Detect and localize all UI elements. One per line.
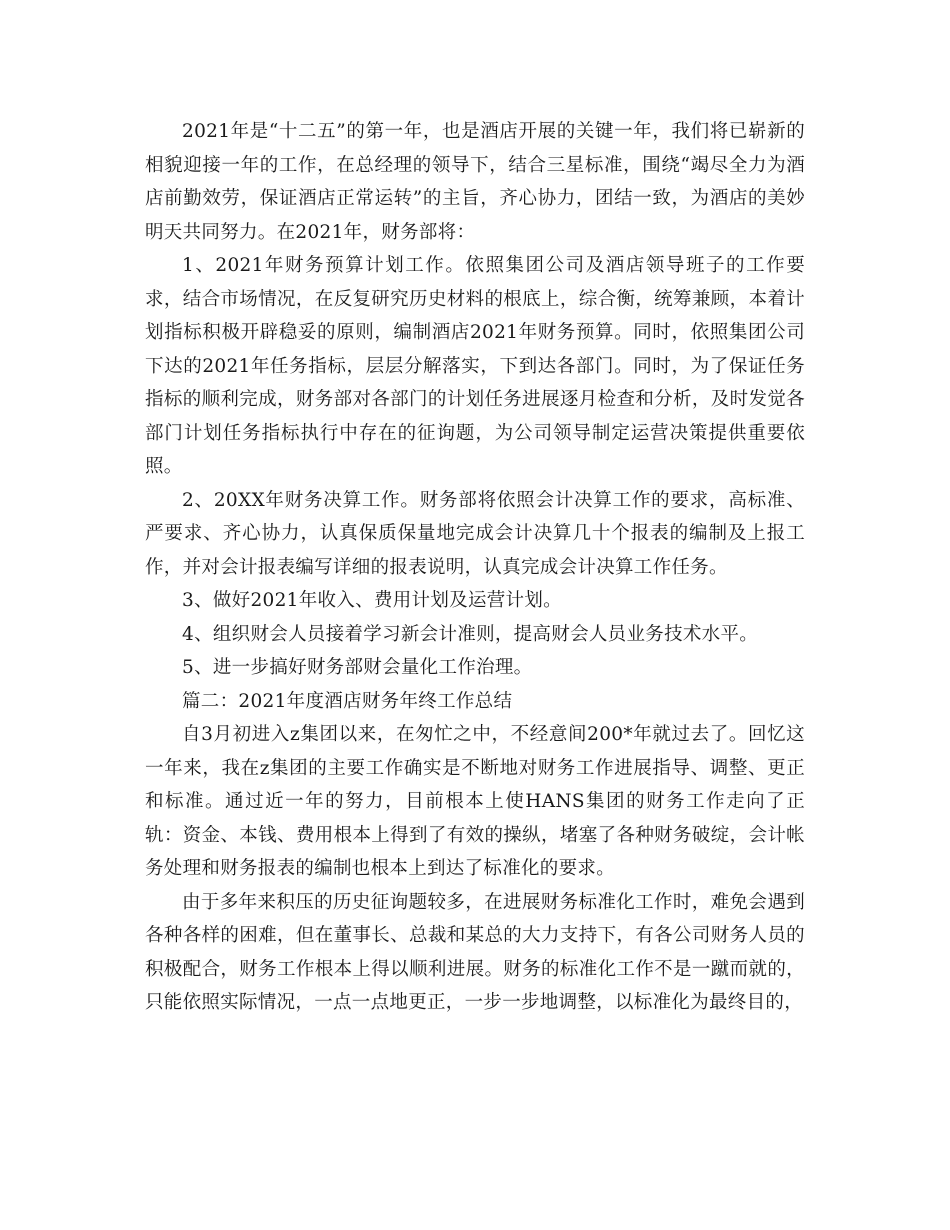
- paragraph-item-4-training: 4、组织财会人员接着学习新会计准则，提高财会人员业务技术水平。: [182, 623, 759, 645]
- paragraph-item-5-management: 5、进一步搞好财务部财会量化工作治理。: [182, 657, 533, 678]
- paragraph-intro: 2021年是“十二五”的第一年，也是酒店开展的关键一年，我们将已崭新的相貌迎接一年的工作，在总经理的领导下，结合三星标准，围绕“竭尽全力为酒店前勤效劳，保证酒店正常运转”的主旨，齐心协力，团结一致，为酒店的美妙明天共同努力。在2021年，财务部将：: [145, 121, 805, 243]
- paragraph-item-3-plans: 3、做好2021年收入、费用计划及运营计划。: [182, 590, 562, 611]
- paragraph-item-1-budget: 1、2021年财务预算计划工作。依照集团公司及酒店领导班子的工作要求，结合市场情况，在反复研究历史材料的根底上，综合衡，统筹兼顾，本着计划指标积极开辟稳妥的原则，编制酒店2021年财务预算。同时，依照集团公司下达的2021年任务指标，层层分解落实，下到达各部门。同时，为了保证任务指标的顺利完成，财务部对各部门的计划任务进展逐月检查和分析，及时发觉各部门计划任务指标执行中存在的征询题，为公司领导制定运营决策提供重要依照。: [145, 255, 805, 477]
- paragraph-summary-1: 自3月初进入z集团以来，在匆忙之中，不经意间200*年就过去了。回忆这一年来，我在z集团的主要工作确实是不断地对财务工作进展指导、调整、更正和标准。通过近一年的努力，目前根本上使HANS集团的财务工作走向了正轨：资金、本钱、费用根本上得到了有效的操纵，堵塞了各种财务破绽，会计帐务处理和财务报表的编制也根本上到达了标准化的要求。: [145, 724, 805, 879]
- paragraph-item-2-final-accounts: 2、20XX年财务决算工作。财务部将依照会计决算工作的要求，高标准、严要求、齐心协力，认真保质保量地完成会计决算几十个报表的编制及上报工作，并对会计报表编写详细的报表说明，认真完成会计决算工作任务。: [145, 489, 805, 578]
- document-body: [145, 115, 805, 1020]
- paragraph-summary-2: 由于多年来积压的历史征询题较多，在进展财务标准化工作时，难免会遇到各种各样的困难，但在董事长、总裁和某总的大力支持下，有各公司财务人员的积极配合，财务工作根本上得以顺利进展。财务的标准化工作不是一蹴而就的，只能依照实际情况，一点一点地更正，一步一步地调整，以标准化为最终目的，: [145, 891, 805, 1013]
- section-heading: 篇二：2021年度酒店财务年终工作总结: [182, 690, 513, 712]
